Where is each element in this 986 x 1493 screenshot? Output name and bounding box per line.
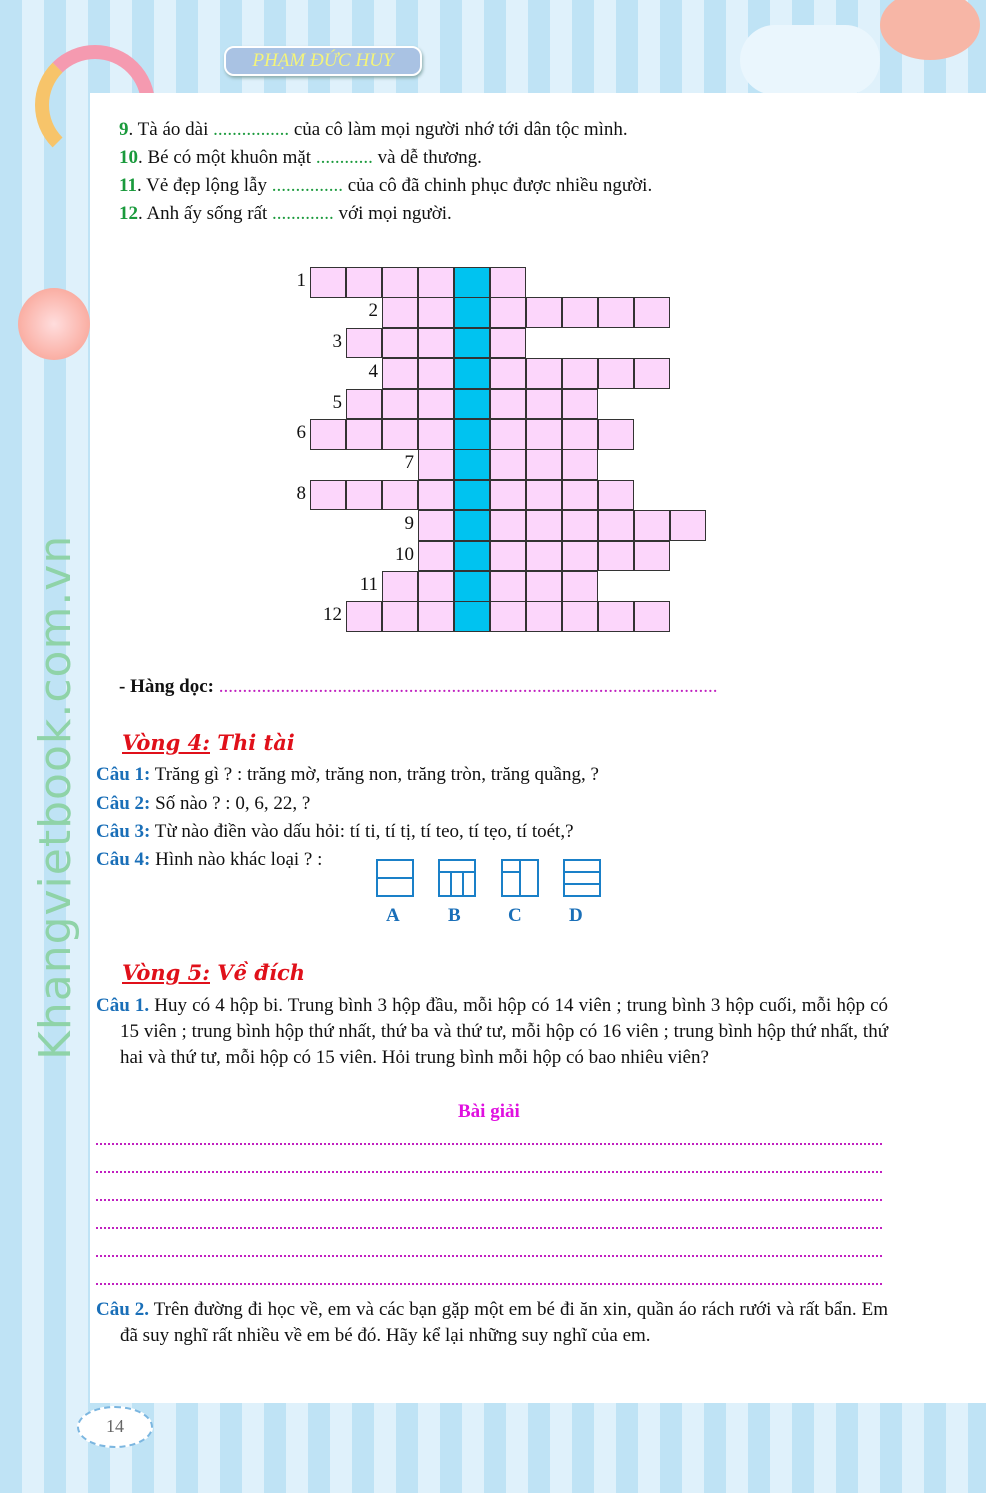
question-3: Câu 3: Từ nào điền vào dấu hỏi: tí ti, tí tị, tí teo, tí tẹo, tí toét,? (96, 821, 574, 842)
crossword-cell[interactable] (562, 601, 598, 632)
crossword-cell[interactable] (418, 267, 454, 298)
crossword-cell[interactable] (490, 328, 526, 359)
sentence-11: 11. Vẻ đẹp lộng lẫy ............... của cô đã chinh phục được nhiều người. (119, 175, 653, 196)
crossword-cell[interactable] (346, 328, 382, 359)
crossword-cell[interactable] (598, 480, 634, 511)
balloon-decoration (18, 288, 90, 360)
crossword-cell[interactable] (382, 419, 418, 450)
crossword-cell[interactable] (526, 541, 562, 572)
crossword-cell[interactable] (418, 449, 454, 480)
row-label: 4 (368, 361, 378, 383)
crossword-cell[interactable] (490, 267, 526, 298)
key-cell[interactable] (454, 480, 490, 511)
answer-line[interactable] (96, 1255, 882, 1257)
crossword-cell[interactable] (562, 510, 598, 541)
key-cell[interactable] (454, 328, 490, 359)
crossword-cell[interactable] (526, 449, 562, 480)
balloon-decoration (880, 0, 980, 60)
crossword-cell[interactable] (418, 328, 454, 359)
shape-b[interactable] (438, 859, 476, 897)
crossword-cell[interactable] (382, 571, 418, 602)
question-2: Câu 2: Số nào ? : 0, 6, 22, ? (96, 793, 311, 814)
crossword-cell[interactable] (562, 389, 598, 420)
shape-d[interactable] (563, 859, 601, 897)
vong5-title: Vòng 5: Về đích (122, 960, 305, 985)
row-label: 10 (395, 543, 414, 565)
sentence-10: 10. Bé có một khuôn mặt ............ và dễ thương. (119, 147, 482, 168)
key-cell[interactable] (454, 389, 490, 420)
crossword-cell[interactable] (346, 389, 382, 420)
shape-c[interactable] (501, 859, 539, 897)
row-label: 11 (359, 574, 378, 595)
crossword-cell[interactable] (634, 541, 670, 572)
crossword-cell[interactable] (490, 358, 526, 389)
sentence-9: 9. Tà áo dài ................ của cô làm mọi người nhớ tới dân tộc mình. (119, 119, 628, 140)
crossword-cell[interactable] (490, 480, 526, 511)
key-cell[interactable] (454, 571, 490, 602)
crossword-cell[interactable] (634, 297, 670, 328)
crossword-cell[interactable] (346, 267, 382, 298)
crossword-cell[interactable] (418, 571, 454, 602)
crossword-cell[interactable] (562, 358, 598, 389)
crossword-cell[interactable] (526, 601, 562, 632)
option-a: A (386, 905, 400, 926)
crossword-cell[interactable] (418, 601, 454, 632)
crossword-cell[interactable] (346, 480, 382, 511)
blank[interactable]: ............ (315, 147, 373, 168)
row-label: 2 (368, 300, 378, 322)
crossword-cell[interactable] (598, 510, 634, 541)
crossword-cell[interactable] (526, 419, 562, 450)
crossword-cell[interactable] (562, 419, 598, 450)
vong4-title: Vòng 4: Thi tài (122, 730, 295, 755)
crossword-cell[interactable] (346, 419, 382, 450)
crossword-cell[interactable] (382, 389, 418, 420)
cloud-decoration (740, 25, 880, 95)
hang-doc-line (119, 676, 718, 698)
row-label: 9 (404, 513, 414, 535)
crossword-cell[interactable] (382, 328, 418, 359)
crossword-cell[interactable] (598, 601, 634, 632)
question-1: Câu 1: Trăng gì ? : trăng mờ, trăng non, trăng tròn, trăng quầng, ? (96, 764, 599, 785)
crossword-cell[interactable] (526, 571, 562, 602)
crossword-cell[interactable] (526, 480, 562, 511)
sentence-number: 9 (119, 119, 129, 140)
answer-line[interactable] (96, 1227, 882, 1229)
crossword-cell[interactable] (490, 419, 526, 450)
crossword-cell[interactable] (418, 419, 454, 450)
sentence-12: 12. Anh ấy sống rất ............. với mọi người. (119, 203, 452, 224)
row-label: 8 (296, 482, 306, 504)
option-d: D (569, 905, 583, 926)
key-cell[interactable] (454, 297, 490, 328)
crossword-cell[interactable] (598, 297, 634, 328)
crossword-cell[interactable] (562, 541, 598, 572)
crossword-cell[interactable] (418, 358, 454, 389)
crossword-cell[interactable] (382, 480, 418, 511)
answer-line[interactable] (96, 1171, 882, 1173)
author-badge: PHẠM ĐỨC HUY (224, 46, 422, 76)
crossword-cell[interactable] (526, 297, 562, 328)
row-label: 6 (296, 422, 306, 443)
crossword-cell[interactable] (562, 297, 598, 328)
crossword-cell[interactable] (310, 267, 346, 298)
key-cell[interactable] (454, 601, 490, 632)
solution-heading: Bài giải (458, 1101, 520, 1122)
sentence-number: 11 (119, 175, 137, 196)
key-cell[interactable] (454, 510, 490, 541)
blank[interactable]: ............. (272, 203, 334, 224)
crossword-cell[interactable] (310, 419, 346, 450)
crossword-cell[interactable] (634, 510, 670, 541)
vong5-question-2: Câu 2. Trên đường đi học về, em và các bạn gặp một em bé đi ăn xin, quần áo rách rưới và rất bẩn. Em đã suy nghĩ rất nhiều về em bé đó. Hãy kể lại những suy nghĩ của em. (96, 1299, 888, 1346)
vong5-question-1: Câu 1. Huy có 4 hộp bi. Trung bình 3 hộp đầu, mỗi hộp có 14 viên ; trung bình 3 hộp cuối, mỗi hộp có 15 viên ; trung bình hộp thứ nhất, thứ ba và thứ tư, mỗi hộp có 16 viên ; trung bình hộp thứ nhất, thứ hai và thứ tư, mỗi hộp có 15 viên. Hỏi trung bình mỗi hộp có bao nhiêu viên? (96, 995, 888, 1068)
crossword-cell[interactable] (418, 480, 454, 511)
crossword-cell[interactable] (382, 601, 418, 632)
crossword-cell[interactable] (310, 480, 346, 511)
blank[interactable]: ............... (271, 175, 343, 196)
crossword-cell[interactable] (490, 571, 526, 602)
row-label: 1 (296, 270, 306, 291)
crossword-cell[interactable] (490, 297, 526, 328)
answer-line[interactable] (96, 1199, 882, 1201)
crossword-cell[interactable] (526, 389, 562, 420)
crossword-cell[interactable] (526, 510, 562, 541)
key-cell[interactable] (454, 267, 490, 298)
crossword-cell[interactable] (670, 510, 706, 541)
crossword-cell[interactable] (382, 297, 418, 328)
crossword-cell[interactable] (634, 601, 670, 632)
answer-line[interactable] (96, 1283, 882, 1285)
crossword-cell[interactable] (382, 358, 418, 389)
option-c: C (508, 905, 522, 926)
crossword-cell[interactable] (562, 449, 598, 480)
row-label: 3 (332, 330, 342, 352)
crossword-cell[interactable] (490, 541, 526, 572)
crossword-cell[interactable] (418, 297, 454, 328)
sentence-number: 10 (119, 147, 138, 168)
shape-a[interactable] (376, 859, 414, 897)
hang-doc-blank[interactable]: ......................................................................................................... (218, 676, 718, 697)
hang-doc-label: - Hàng dọc: (119, 676, 214, 697)
crossword-cell[interactable] (634, 358, 670, 389)
crossword-cell[interactable] (418, 510, 454, 541)
option-b: B (448, 905, 461, 926)
key-cell[interactable] (454, 358, 490, 389)
key-cell[interactable] (454, 449, 490, 480)
crossword-cell[interactable] (526, 358, 562, 389)
row-label: 5 (332, 391, 342, 413)
sentence-number: 12 (119, 203, 138, 224)
crossword-cell[interactable] (418, 541, 454, 572)
page-number: 14 (77, 1406, 153, 1448)
crossword-cell[interactable] (346, 601, 382, 632)
blank[interactable]: ................ (213, 119, 290, 140)
key-cell[interactable] (454, 419, 490, 450)
row-label: 7 (404, 452, 414, 474)
crossword-cell[interactable] (598, 541, 634, 572)
crossword-cell[interactable] (490, 601, 526, 632)
crossword-cell[interactable] (490, 449, 526, 480)
crossword-cell[interactable] (382, 267, 418, 298)
crossword-cell[interactable] (418, 389, 454, 420)
crossword-cell[interactable] (490, 510, 526, 541)
crossword-cell[interactable] (562, 571, 598, 602)
watermark: Khangvietbook.com.vn (30, 534, 81, 1060)
crossword-cell[interactable] (562, 480, 598, 511)
key-cell[interactable] (454, 541, 490, 572)
crossword-cell[interactable] (598, 358, 634, 389)
row-label: 12 (323, 604, 342, 626)
crossword-cell[interactable] (490, 389, 526, 420)
question-4: Câu 4: Hình nào khác loại ? : (96, 849, 323, 870)
crossword-cell[interactable] (598, 419, 634, 450)
answer-line[interactable] (96, 1143, 882, 1145)
